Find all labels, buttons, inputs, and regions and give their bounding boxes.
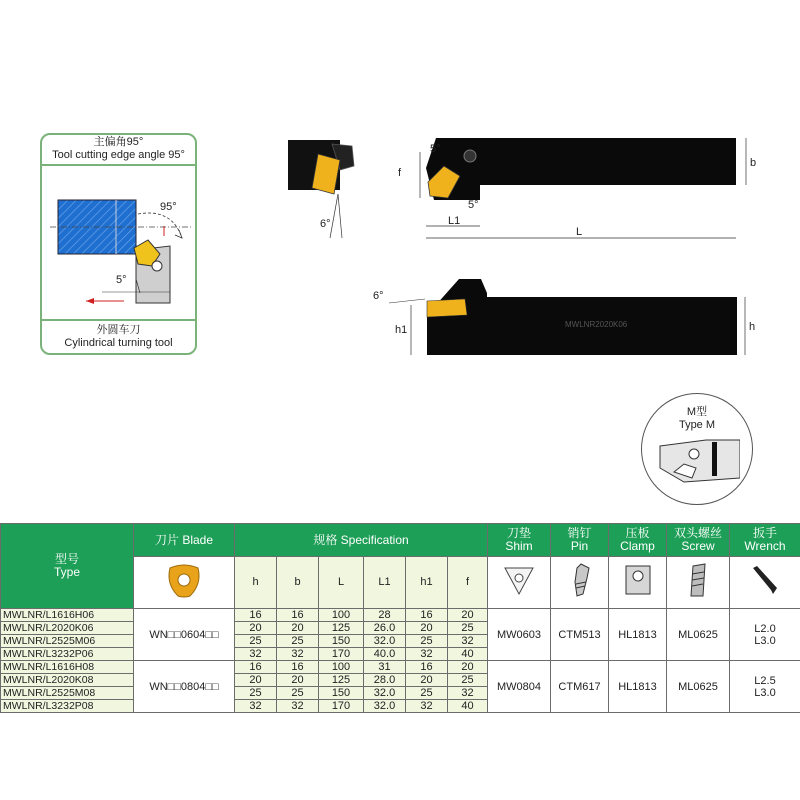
end-view-drawing bbox=[282, 132, 362, 242]
spec-cell-h: 25 bbox=[235, 687, 277, 700]
spec-cell-L1: 26.0 bbox=[364, 622, 406, 635]
spec-cell-b: 25 bbox=[277, 635, 319, 648]
spec-table bbox=[0, 523, 800, 713]
angle-6-label: 6° bbox=[320, 218, 331, 230]
blade-insert-cell bbox=[134, 557, 235, 609]
table-row bbox=[1, 661, 800, 674]
spec-cell-f: 25 bbox=[448, 622, 488, 635]
spec-cell-L: 170 bbox=[319, 648, 364, 661]
pin-cell: CTM617 bbox=[551, 661, 609, 713]
spec-cell-f: 32 bbox=[448, 635, 488, 648]
angle-5-label: 5° bbox=[116, 274, 127, 286]
cutting-angle-diagram bbox=[42, 166, 195, 318]
callout-caption-cn: 外圆车刀 bbox=[96, 324, 141, 336]
wrench-size: L3.0 bbox=[754, 686, 776, 699]
header-pin bbox=[551, 524, 609, 557]
callout-title bbox=[42, 136, 195, 162]
header-clamp-cn: 压板 bbox=[625, 526, 650, 540]
callout-divider-bottom bbox=[42, 319, 195, 321]
pin-icon bbox=[565, 560, 595, 600]
header-shim bbox=[488, 524, 551, 557]
clamp-cell: HL1813 bbox=[609, 609, 667, 661]
blade-insert-icon bbox=[164, 560, 204, 600]
header-screw bbox=[667, 524, 730, 557]
table-row bbox=[1, 609, 800, 622]
clamp-icon-cell bbox=[609, 557, 667, 609]
callout-caption-en: Cylindrical turning tool bbox=[64, 337, 173, 349]
spec-cell-h: 16 bbox=[235, 609, 277, 622]
pin-icon-cell bbox=[551, 557, 609, 609]
spec-cell-h1: 25 bbox=[406, 687, 448, 700]
spec-cell-L: 125 bbox=[319, 622, 364, 635]
type-cell: MWLNR/L2525M06 bbox=[1, 635, 134, 648]
spec-cell-L1: 40.0 bbox=[364, 648, 406, 661]
spec-cell-L1: 31 bbox=[364, 661, 406, 674]
spec-cell-b: 20 bbox=[277, 674, 319, 687]
spec-cell-b: 16 bbox=[277, 661, 319, 674]
spec-cell-h: 32 bbox=[235, 648, 277, 661]
blade-cell: WN□□0604□□ bbox=[134, 609, 235, 661]
spec-col-b: b bbox=[277, 557, 319, 609]
spec-cell-L: 100 bbox=[319, 661, 364, 674]
header-pin-en: Pin bbox=[570, 539, 589, 553]
wrench-cell bbox=[730, 661, 800, 713]
spec-cell-f: 25 bbox=[448, 674, 488, 687]
type-cell: MWLNR/L3232P08 bbox=[1, 700, 134, 713]
header-pin-cn: 销钉 bbox=[567, 526, 592, 540]
spec-cell-h1: 20 bbox=[406, 622, 448, 635]
spec-col-f: f bbox=[448, 557, 488, 609]
spec-cell-h: 20 bbox=[235, 622, 277, 635]
shim-cell: MW0603 bbox=[488, 609, 551, 661]
wrench-icon bbox=[747, 562, 783, 598]
angle-95-label: 95° bbox=[160, 201, 177, 213]
dim-l1-label: L1 bbox=[448, 215, 461, 227]
spec-cell-L: 100 bbox=[319, 609, 364, 622]
spec-cell-h1: 20 bbox=[406, 674, 448, 687]
type-m-en: Type M bbox=[678, 419, 716, 431]
wrench-icon-cell bbox=[730, 557, 800, 609]
spec-cell-L: 125 bbox=[319, 674, 364, 687]
spec-cell-L1: 28.0 bbox=[364, 674, 406, 687]
header-wrench-en: Wrench bbox=[744, 539, 786, 553]
header-type bbox=[1, 524, 134, 609]
top-view-drawing bbox=[390, 128, 770, 248]
spec-cell-h1: 32 bbox=[406, 700, 448, 713]
header-clamp bbox=[609, 524, 667, 557]
angle-6-side-label: 6° bbox=[373, 290, 384, 302]
spec-cell-h1: 25 bbox=[406, 635, 448, 648]
spec-cell-L: 170 bbox=[319, 700, 364, 713]
shank-top bbox=[436, 138, 736, 185]
wrench-cell bbox=[730, 609, 800, 661]
type-cell: MWLNR/L2020K08 bbox=[1, 674, 134, 687]
spec-cell-h: 25 bbox=[235, 635, 277, 648]
spec-cell-h1: 16 bbox=[406, 609, 448, 622]
screw-icon bbox=[683, 560, 713, 600]
dim-h-label: h bbox=[749, 321, 756, 333]
screw-cell: ML0625 bbox=[667, 661, 730, 713]
type-m-cn: M型 bbox=[686, 406, 708, 418]
type-cell: MWLNR/L1616H08 bbox=[1, 661, 134, 674]
shim-cell: MW0804 bbox=[488, 661, 551, 713]
spec-cell-b: 32 bbox=[277, 648, 319, 661]
spec-cell-f: 40 bbox=[448, 648, 488, 661]
angle-5a-label: 5° bbox=[430, 143, 441, 155]
cutting-angle-callout bbox=[40, 133, 197, 355]
wrench-size: L2.5 bbox=[754, 674, 776, 687]
spec-cell-h1: 32 bbox=[406, 648, 448, 661]
spec-cell-b: 20 bbox=[277, 622, 319, 635]
spec-col-L1: L1 bbox=[364, 557, 406, 609]
shim-icon-cell bbox=[488, 557, 551, 609]
feed-arrow-icon bbox=[86, 298, 94, 304]
dim-h1-label: h1 bbox=[395, 324, 408, 336]
spec-cell-h1: 16 bbox=[406, 661, 448, 674]
spec-cell-L: 150 bbox=[319, 635, 364, 648]
header-wrench-cn: 扳手 bbox=[752, 526, 777, 540]
shank-marking: MWLNR2020K06 bbox=[565, 320, 628, 329]
type-cell: MWLNR/L3232P06 bbox=[1, 648, 134, 661]
clamp-diagram bbox=[654, 438, 740, 488]
spec-cell-b: 16 bbox=[277, 609, 319, 622]
header-wrench bbox=[730, 524, 800, 557]
spec-col-L: L bbox=[319, 557, 364, 609]
header-type-cn: 型号 bbox=[54, 552, 79, 566]
callout-caption bbox=[42, 324, 195, 350]
angle-5b-label: 5° bbox=[468, 199, 479, 211]
spec-cell-h: 20 bbox=[235, 674, 277, 687]
spec-cell-b: 25 bbox=[277, 687, 319, 700]
spec-col-h1: h1 bbox=[406, 557, 448, 609]
insert-icon bbox=[427, 299, 467, 317]
clamp-icon bbox=[620, 560, 656, 600]
spec-cell-L: 150 bbox=[319, 687, 364, 700]
wrench-size: L3.0 bbox=[754, 634, 776, 647]
spec-cell-f: 20 bbox=[448, 609, 488, 622]
type-m-badge bbox=[641, 393, 753, 505]
spec-cell-h: 32 bbox=[235, 700, 277, 713]
screw-cell: ML0625 bbox=[667, 609, 730, 661]
blade-cell: WN□□0804□□ bbox=[134, 661, 235, 713]
spec-cell-f: 32 bbox=[448, 687, 488, 700]
callout-title-en: Tool cutting edge angle 95° bbox=[52, 149, 185, 161]
wrench-size: L2.0 bbox=[754, 622, 776, 635]
dim-l-label: L bbox=[576, 226, 583, 238]
spec-cell-L1: 32.0 bbox=[364, 700, 406, 713]
header-screw-cn: 双头螺丝 bbox=[673, 526, 722, 540]
type-cell: MWLNR/L1616H06 bbox=[1, 609, 134, 622]
spec-cell-f: 40 bbox=[448, 700, 488, 713]
type-cell: MWLNR/L2525M08 bbox=[1, 687, 134, 700]
header-clamp-en: Clamp bbox=[620, 539, 655, 553]
header-spec: 规格 Specification bbox=[235, 524, 488, 557]
clamp-cell: HL1813 bbox=[609, 661, 667, 713]
header-blade: 刀片 Blade bbox=[134, 524, 235, 557]
screw-icon-cell bbox=[667, 557, 730, 609]
type-cell: MWLNR/L2020K06 bbox=[1, 622, 134, 635]
side-view-drawing bbox=[365, 275, 785, 360]
spec-cell-f: 20 bbox=[448, 661, 488, 674]
callout-title-cn: 主偏角95° bbox=[93, 136, 144, 148]
table-body bbox=[1, 609, 800, 713]
dim-b-label: b bbox=[750, 157, 757, 169]
spec-cell-L1: 28 bbox=[364, 609, 406, 622]
pin-cell: CTM513 bbox=[551, 609, 609, 661]
header-screw-en: Screw bbox=[681, 539, 715, 553]
header-shim-en: Shim bbox=[505, 539, 533, 553]
header-shim-cn: 刀垫 bbox=[506, 526, 531, 540]
spec-cell-h: 16 bbox=[235, 661, 277, 674]
header-type-en: Type bbox=[53, 565, 80, 579]
spec-cell-L1: 32.0 bbox=[364, 687, 406, 700]
spec-cell-L1: 32.0 bbox=[364, 635, 406, 648]
dim-f-label: f bbox=[398, 167, 402, 179]
shim-icon bbox=[501, 562, 537, 598]
spec-cell-b: 32 bbox=[277, 700, 319, 713]
spec-col-h: h bbox=[235, 557, 277, 609]
